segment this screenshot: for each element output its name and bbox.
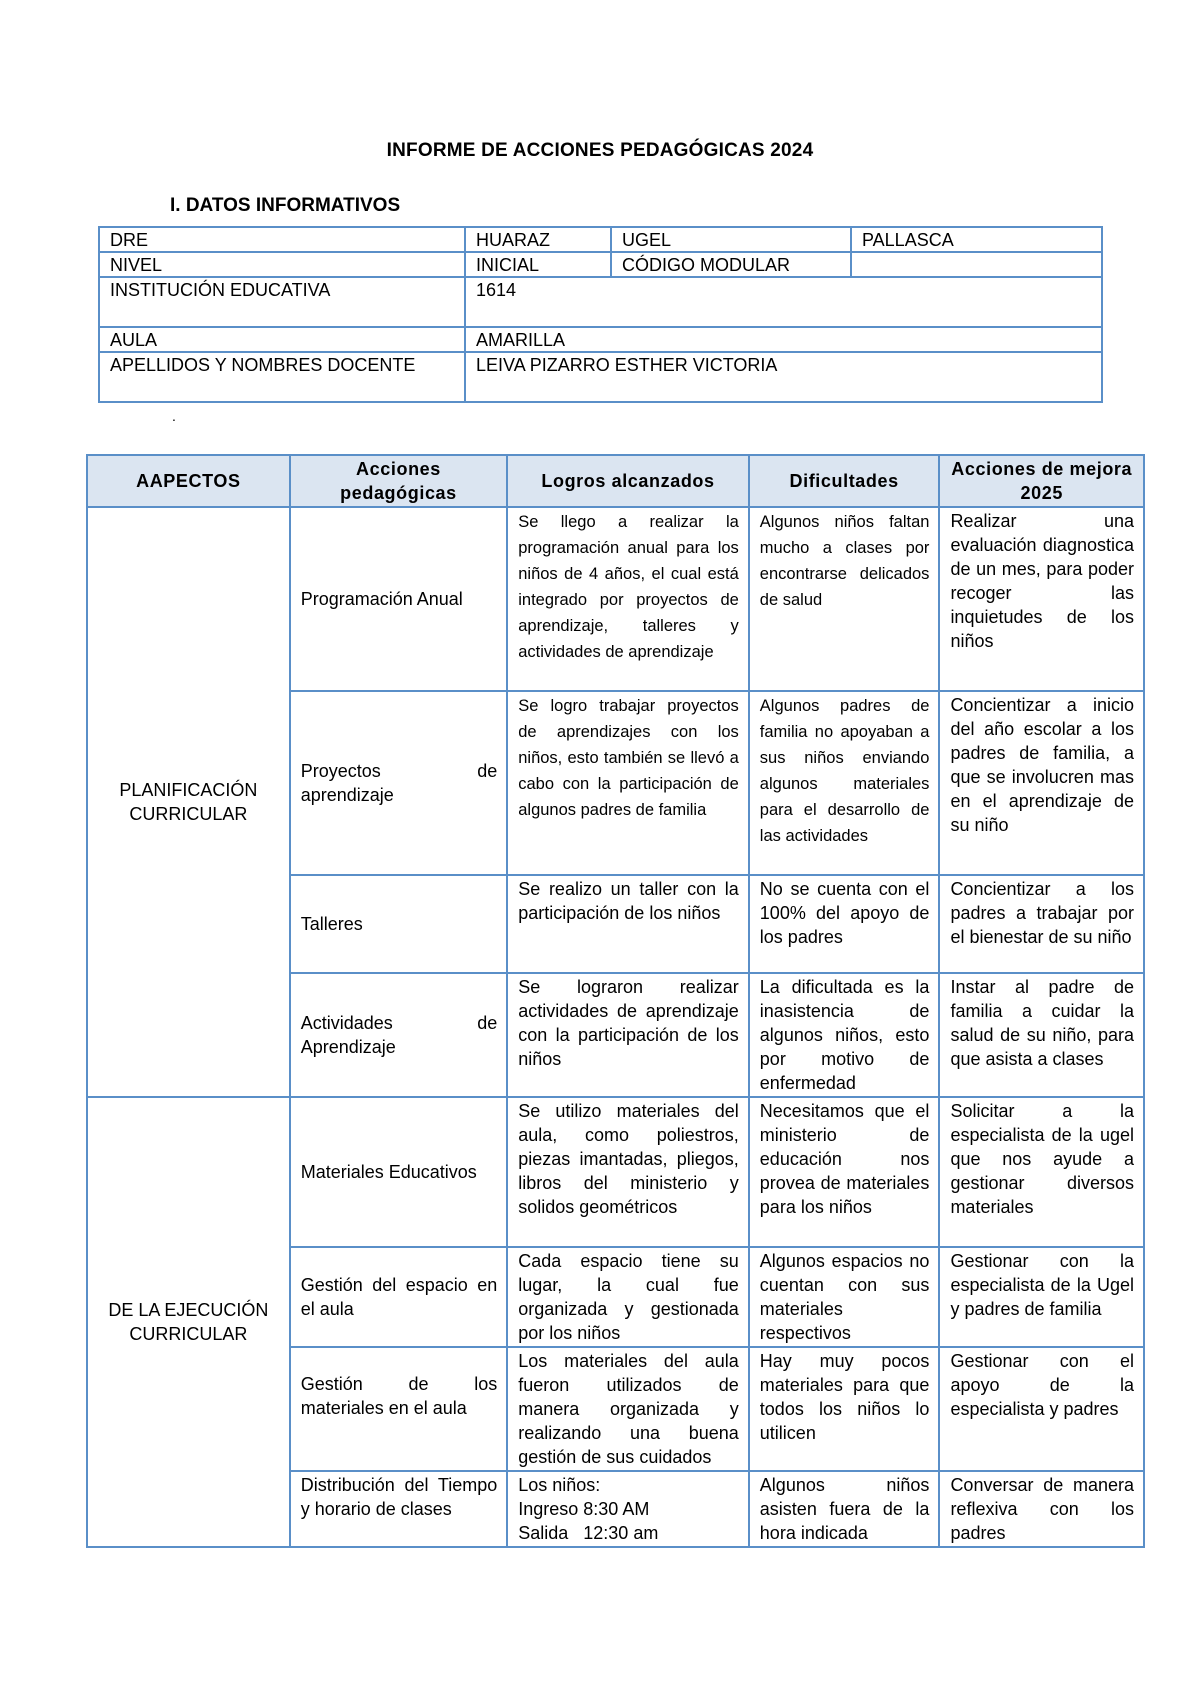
- dificultades-cell: No se cuenta con el 100% del apoyo de los padres: [749, 875, 940, 973]
- section-heading: I. DATOS INFORMATIVOS: [170, 195, 401, 216]
- mejora-cell: Realizar una evaluación diagnostica de un mes, para poder recoger las inquietudes de los niños: [939, 507, 1144, 691]
- docente-value: LEIVA PIZARRO ESTHER VICTORIA: [465, 352, 1102, 402]
- info-row-ie: [99, 277, 1102, 327]
- logros-cell: Se llego a realizar la programación anual para los niños de 4 años, el cual está integrado por proyectos de aprendizaje, talleres y actividades de aprendizaje: [507, 507, 749, 691]
- dificultades-cell: La dificultada es la inasistencia de algunos niños, esto por motivo de enfermedad: [749, 973, 940, 1097]
- ie-label: INSTITUCIÓN EDUCATIVA: [99, 277, 465, 327]
- nivel-label: NIVEL: [99, 252, 465, 277]
- info-row-aula: [99, 327, 1102, 352]
- info-row-docente: [99, 352, 1102, 402]
- logros-cell: Se lograron realizar actividades de aprendizaje con la participación de los niños: [507, 973, 749, 1097]
- logros-cell: [507, 1471, 749, 1547]
- dre-value: HUARAZ: [465, 227, 611, 252]
- aspect-planificacion: PLANIFICACIÓN CURRICULAR: [87, 507, 290, 1097]
- logros-cell: Los materiales del aula fueron utilizados de manera organizada y realizando una buena gestión de sus cuidados: [507, 1347, 749, 1471]
- table-row: [87, 1097, 1144, 1247]
- ie-value: 1614: [465, 277, 1102, 327]
- separator-dot: .: [172, 408, 176, 424]
- aula-value: AMARILLA: [465, 327, 1102, 352]
- logros-cell: Cada espacio tiene su lugar, la cual fue organizada y gestionada por los niños: [507, 1247, 749, 1347]
- accion-cell: Gestión de los materiales en el aula: [290, 1347, 508, 1471]
- dificultades-cell: Hay muy pocos materiales para que todos los niños lo utilicen: [749, 1347, 940, 1471]
- dificultades-cell: Algunos padres de familia no apoyaban a sus niños enviando algunos materiales para el desarrollo de las actividades: [749, 691, 940, 875]
- ugel-value: PALLASCA: [851, 227, 1102, 252]
- header-acciones: Acciones pedagógicas: [290, 455, 508, 507]
- accion-cell: Proyectos de aprendizaje: [290, 691, 508, 875]
- accion-cell: Gestión del espacio en el aula: [290, 1247, 508, 1347]
- dre-label: DRE: [99, 227, 465, 252]
- logros-line: Los niños:: [518, 1475, 601, 1495]
- accion-cell: Programación Anual: [290, 507, 508, 691]
- mejora-cell: Concientizar a los padres a trabajar por el bienestar de su niño: [939, 875, 1144, 973]
- page-title: INFORME DE ACCIONES PEDAGÓGICAS 2024: [386, 140, 814, 161]
- info-row-dre: [99, 227, 1102, 252]
- dificultades-cell: Algunos niños faltan mucho a clases por encontrarse delicados de salud: [749, 507, 940, 691]
- ugel-label: UGEL: [611, 227, 851, 252]
- header-mejora: Acciones de mejora 2025: [939, 455, 1144, 507]
- info-table: [98, 226, 1103, 403]
- logros-cell: Se logro trabajar proyectos de aprendizajes con los niños, esto también se llevó a cabo con la participación de algunos padres de familia: [507, 691, 749, 875]
- header-logros: Logros alcanzados: [507, 455, 749, 507]
- logros-cell: Se realizo un taller con la participación de los niños: [507, 875, 749, 973]
- accion-cell: Materiales Educativos: [290, 1097, 508, 1247]
- mejora-cell: Concientizar a inicio del año escolar a los padres de familia, a que se involucren mas en el aprendizaje de su niño: [939, 691, 1144, 875]
- mejora-cell: Gestionar con el apoyo de la especialista y padres: [939, 1347, 1144, 1471]
- accion-cell: Actividades de Aprendizaje: [290, 973, 508, 1097]
- mejora-cell: Solicitar a la especialista de la ugel que nos ayude a gestionar diversos materiales: [939, 1097, 1144, 1247]
- nivel-value: INICIAL: [465, 252, 611, 277]
- aula-label: AULA: [99, 327, 465, 352]
- docente-label: APELLIDOS Y NOMBRES DOCENTE: [99, 352, 465, 402]
- codigo-label: CÓDIGO MODULAR: [611, 252, 851, 277]
- accion-cell: Talleres: [290, 875, 508, 973]
- mejora-cell: Instar al padre de familia a cuidar la salud de su niño, para que asista a clases: [939, 973, 1144, 1097]
- header-aspectos: AAPECTOS: [87, 455, 290, 507]
- codigo-value: [851, 252, 1102, 277]
- header-row: [87, 455, 1144, 507]
- aspect-ejecucion: DE LA EJECUCIÓN CURRICULAR: [87, 1097, 290, 1547]
- table-row: [87, 507, 1144, 691]
- logros-line: Ingreso 8:30 AM: [518, 1499, 650, 1519]
- mejora-cell: Gestionar con la especialista de la Ugel y padres de familia: [939, 1247, 1144, 1347]
- dificultades-cell: Algunos espacios no cuentan con sus materiales respectivos: [749, 1247, 940, 1347]
- logros-line: Salida 12:30 am: [518, 1523, 659, 1543]
- accion-cell: Distribución del Tiempo y horario de clases: [290, 1471, 508, 1547]
- header-dificultades: Dificultades: [749, 455, 940, 507]
- mejora-cell: Conversar de manera reflexiva con los padres: [939, 1471, 1144, 1547]
- actions-table: [86, 454, 1145, 1548]
- dificultades-cell: Algunos niños asisten fuera de la hora indicada: [749, 1471, 940, 1547]
- dificultades-cell: Necesitamos que el ministerio de educación nos provea de materiales para los niños: [749, 1097, 940, 1247]
- logros-cell: Se utilizo materiales del aula, como poliestros, piezas imantadas, pliegos, libros del ministerio y solidos geométricos: [507, 1097, 749, 1247]
- info-row-nivel: [99, 252, 1102, 277]
